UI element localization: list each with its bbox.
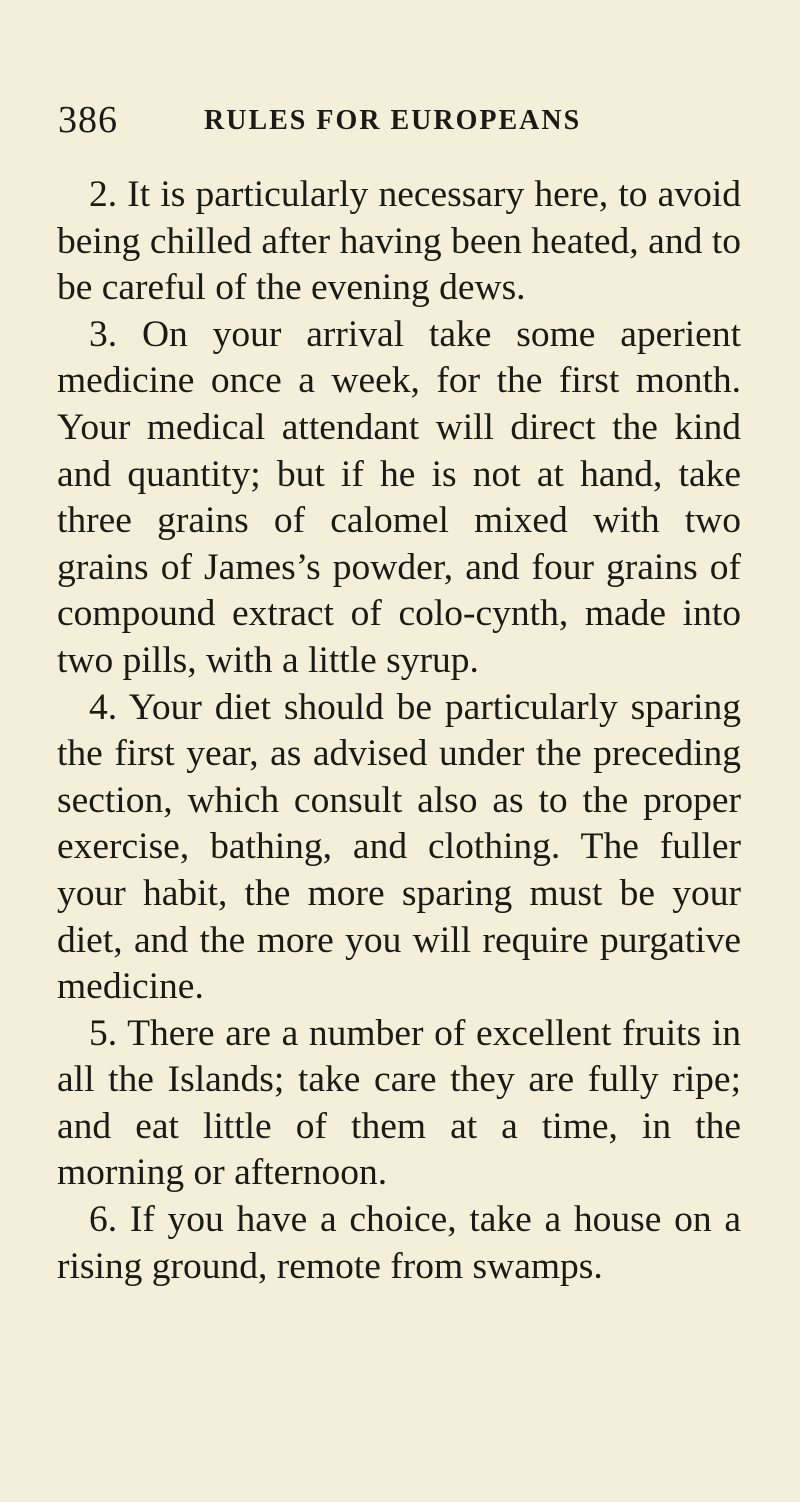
paragraph-rule-6: 6. If you have a choice, take a house on a rising ground, remote from swamps. [57,1199,741,1287]
running-head [58,96,758,144]
paragraph-rule-2: 2. It is particularly necessary here, to avoid being chilled after having been heated, and to be careful of the evening dews. [57,174,741,309]
running-head-title: RULES FOR EUROPEANS [204,105,582,136]
page-number: 386 [58,99,118,141]
paragraph-rule-3: 3. On your arrival take some aperient medicine once a week, for the first month. Your medical attendant will direct the kind and quantity; but if he is not at hand, take three grains of calomel mixed with two grains of James’s powder, and four grains of compound extract of colo-cynth, made into two pills, with a little syrup. [57,313,741,681]
paragraph-rule-5: 5. There are a number of excellent fruits in all the Islands; take care they are fully ripe; and eat little of them at a time, in the morning or afternoon. [57,1012,741,1194]
body-text [57,172,741,1290]
paragraph-rule-4: 4. Your diet should be particularly sparing the first year, as advised under the preceding section, which consult also as to the proper exercise, bathing, and clothing. The fuller your habit, the more sparing must be your diet, and the more you will require purgative medicine. [57,686,741,1008]
